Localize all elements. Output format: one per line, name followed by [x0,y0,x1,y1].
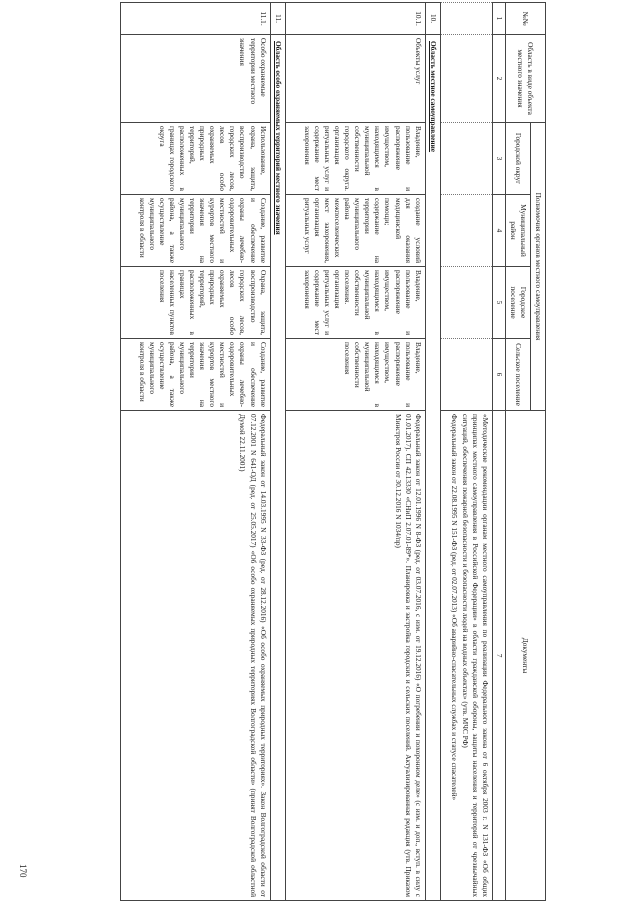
row-town-powers: Владение, пользование и распоряжение имуществом, находящимся в муниципальной собственности поселения. организация ритуальных услуг и содержание мест захоронения [285,267,425,339]
header-village: Сельское поселение [505,339,530,411]
col-number: 2 [492,35,505,123]
col-number: 4 [492,195,505,267]
column-numbers-row [492,3,505,901]
continuation-row [440,3,492,901]
doc-paragraph: «Методические рекомендации органам местного самоуправления по реализации Федерального закона от 6 октября 2003 г. N 131-ФЗ «Об общих принципах местного самоуправления в Российской Федерации» в области гражданской обороны, защиты населения и территорий от чрезвычайных ситуаций, обеспечения пожарной безопасности и безопасности людей на водных объектах» (утв. МЧС РФ) [460,414,490,898]
section-10-row [425,3,440,901]
continuation-docs [440,411,492,901]
row-area: Особо охраняемые территории местного значения [120,35,270,123]
row-town-powers: Охрана, защита, воспроизводство городских лесов, лесов особо охраняемых природных территорий, расположенных в границах населенных пунктов поселения [120,267,270,339]
page-number: 170 [18,864,28,878]
rotated-table-sheet [46,2,546,900]
header-row-1 [530,3,545,901]
table-row [120,3,270,901]
section-title: Область особо охраняемых территорий местного значения [270,35,285,901]
section-number: 10. [425,3,440,35]
row-documents: Федеральный закон от 12.01.1996 N 8-ФЗ (ред. от 03.07.2016, с изм. от 19.12.2016) «О погребении и похоронном деле» (с изм. и доп., вступ. в силу с 01.01.2017). СП 42.13330 «СНиП 2.07.01-89*». Планировка и застройка городских и сельских поселений. Актуализированная редакция (утв. Приказом Минстроя России от 30.12.2016 N 1034/пр) [285,411,425,901]
section-11-row [270,3,285,901]
row-district-powers: Создание, развитие и обеспечение охраны лечебно-оздоровительных местностей и курортов местного значения на территории муниципального района, а также осуществление муниципального контроля в области [120,195,270,267]
row-city-powers: Использование, охрана, защита, воспроизводство городских лесов, лесов особо охраняемых природных территорий, расположенных в границах городского округа [120,123,270,195]
row-village-powers: Создание, развитие и обеспечение охраны лечебно-оздоровительных местностей и курортов местного значения на территории муниципального района, а также осуществление муниципального контроля в области [120,339,270,411]
header-city: Городской округ [505,123,530,195]
table-row [285,3,425,901]
header-docs: Документы [505,411,545,901]
col-number: 5 [492,267,505,339]
header-area: Область в виде объекта местного значения [505,35,545,123]
row-district-powers: создание условий для оказания медицинской помощи; содержание на территории муниципального района межпоселенческих мест захоронения, организация ритуальных услуг [285,195,425,267]
row-city-powers: Владение, пользование и распоряжение имуществом, находящимся в муниципальной собственности городского округа. организация ритуальных услуг и содержание мест захоронения [285,123,425,195]
header-district: Муниципальный район [505,195,530,267]
row-village-powers: Владение, пользование и распоряжение имуществом, находящимся в муниципальной собственности поселения [285,339,425,411]
header-num: №№ [505,3,545,35]
header-powers: Полномочия органов местного самоуправления [530,123,545,411]
header-town: Городское поселение [505,267,530,339]
powers-table [120,2,546,901]
col-number: 6 [492,339,505,411]
row-number: 11.1. [120,3,270,35]
doc-paragraph: Федеральный закон от 22.08.1995 N 151-ФЗ (ред. от 02.07.2013) «Об аварийно-спасательных службах и статусе спасателей» [449,414,459,801]
col-number: 1 [492,3,505,35]
row-number: 10.1. [285,3,425,35]
section-number: 11. [270,3,285,35]
row-documents: Федеральный закон от 14.03.1995 N 33-ФЗ (ред. от 28.12.2016) «Об особо охраняемых природных территориях». Закон Волгоградской области от 07.12.2001 N 641-ОД (ред. от 25.05.2017) «Об особо охраняемых природных территориях Волгоградской области» (принят Волгоградской областной Думой 22.11.2001) [120,411,270,901]
row-area: Объекты услуг [285,35,425,123]
col-number: 3 [492,123,505,195]
section-title: Область местное самоуправление [425,35,440,901]
col-number: 7 [492,411,505,901]
